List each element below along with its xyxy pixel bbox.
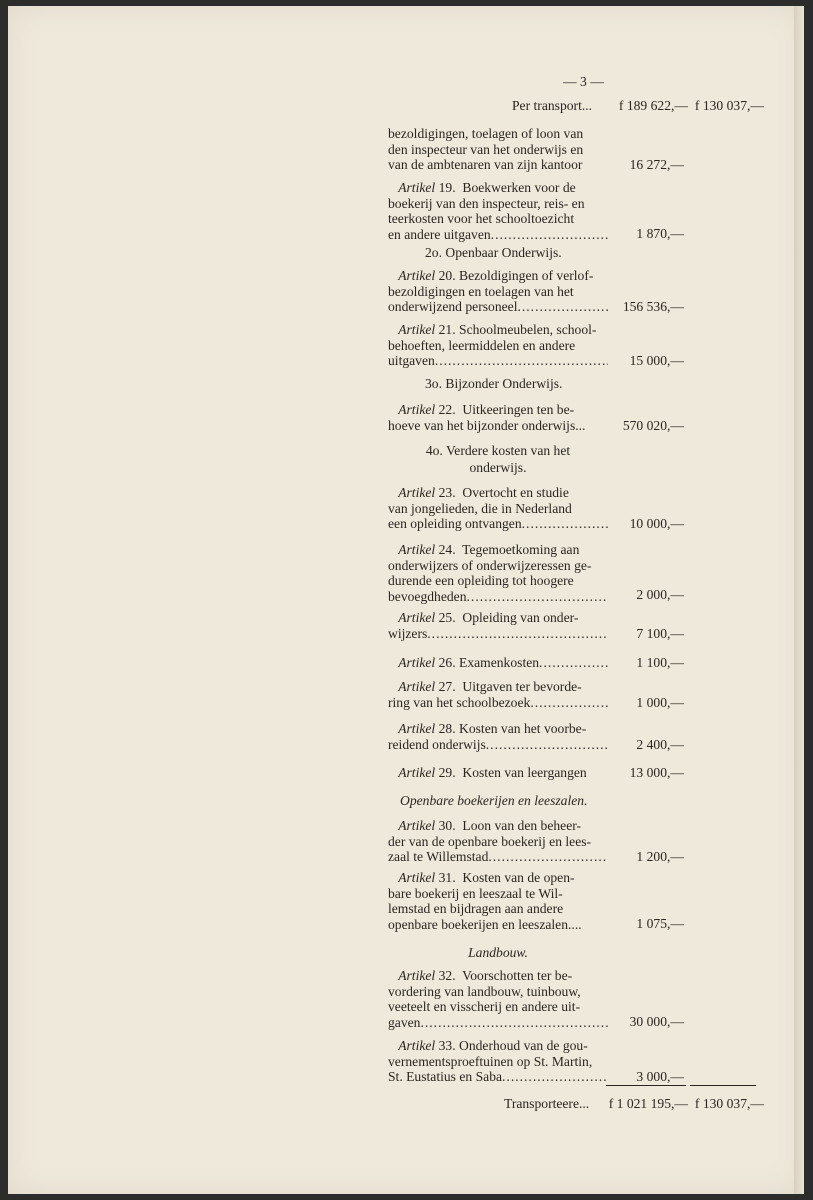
amount-art30: 1 200,—: [636, 849, 684, 864]
amount-art25: 7 100,—: [636, 626, 684, 641]
amount-art20: 156 536,—: [622, 299, 684, 314]
text-line: van jongelieden, die in Nederland: [388, 500, 572, 516]
carry-out-label: Transporteere...: [504, 1096, 590, 1111]
heading-bijzonder: 3o. Bijzonder Onderwijs.: [425, 376, 563, 391]
amount-art29: 13 000,—: [629, 765, 684, 780]
amount-art19: 1 870,—: [636, 226, 684, 241]
amount-art32: 30 000,—: [629, 1014, 684, 1029]
text-line: Artikel 31. Kosten van de open-: [398, 870, 575, 885]
text-line: Artikel 27. Uitgaven ter bevorde-: [398, 679, 582, 694]
item-art32: [388, 968, 608, 1030]
text-line: openbare boekerijen en leeszalen....: [388, 916, 582, 932]
text-line: Artikel 33. Onderhoud van de gou-: [398, 1038, 588, 1053]
text-line: Artikel 20. Bezoldigingen of verlof-: [398, 268, 594, 283]
item-art24: [388, 542, 608, 604]
item-art27: [388, 679, 608, 710]
text-line: reidend onderwijs .....: [388, 737, 608, 753]
amount-art33: 3 000,—: [636, 1069, 684, 1084]
text-line: bezoldigingen, toelagen of loon van: [388, 126, 584, 141]
page-edge: [794, 6, 804, 1194]
text-line: durende een opleiding tot hoogere: [388, 573, 574, 588]
carry-in-label: Per transport...: [512, 98, 593, 113]
text-line: Artikel 23. Overtocht en studie: [398, 485, 569, 500]
text-line: zaal te Willemstad .....: [388, 849, 608, 865]
item-art28: [388, 721, 608, 752]
text-line: Artikel 21. Schoolmeubelen, school-: [398, 322, 597, 337]
heading-openbaar: 2o. Openbaar Onderwijs.: [425, 245, 562, 260]
text-line: een opleiding ontvangen .....: [388, 516, 608, 532]
text-line: gaven .....: [388, 1015, 608, 1031]
text-line: hoeve van het bijzonder onderwijs...: [388, 417, 586, 433]
text-line: behoeften, leermiddelen en andere: [388, 337, 576, 353]
item-art26: [388, 655, 608, 671]
text-line: onderwijzers of onderwijzeressen ge-: [388, 557, 592, 573]
text-line: Artikel 29. Kosten van leergangen: [398, 765, 587, 780]
text-line: ring van het schoolbezoek .....: [388, 695, 608, 711]
text-line: teerkosten voor het schooltoezicht: [388, 211, 575, 226]
item-art31: [388, 870, 608, 932]
text-line: der van de openbare boekerij en lees-: [388, 833, 592, 849]
heading-verdere-2: onderwijs.: [469, 460, 527, 475]
text-line: bezoldigingen en toelagen van het: [388, 283, 574, 299]
text-line: lemstad en bijdragen aan andere: [388, 901, 564, 916]
heading-landbouw: Landbouw.: [468, 945, 528, 960]
item-art20: [388, 268, 608, 315]
sum-rule-col2: [690, 1085, 756, 1086]
amount-art23: 10 000,—: [629, 516, 684, 531]
amount-art27: 1 000,—: [636, 695, 684, 710]
amount-art31: 1 075,—: [636, 916, 684, 931]
amount-art21: 15 000,—: [629, 353, 684, 368]
item-art21: [388, 322, 608, 369]
carry-out-col1: f 1 021 195,—: [608, 1096, 688, 1111]
text-line: St. Eustatius en Saba .....: [388, 1069, 608, 1085]
text-line: vernementsproeftuinen op St. Martin,: [388, 1053, 593, 1069]
text-line: bare boekerij en leeszaal te Wil-: [388, 885, 563, 901]
item-art30: [388, 818, 608, 865]
text-line: Artikel 19. Boekwerken voor de: [398, 180, 576, 195]
text-line: Artikel 30. Loon van den beheer-: [398, 818, 582, 833]
text-line: uitgaven .....: [388, 353, 608, 369]
item-art23: [388, 485, 608, 532]
text-line: wijzers .....: [388, 626, 608, 642]
item-art33: [388, 1038, 608, 1085]
item-art19: [388, 180, 608, 242]
item-art25: [388, 610, 608, 641]
text-line: van de ambtenaren van zijn kantoor: [388, 157, 583, 172]
text-line: vordering van landbouw, tuinbouw,: [388, 983, 581, 999]
text-line: Artikel 25. Opleiding van onder-: [398, 610, 579, 625]
carry-out-col2: f 130 037,—: [694, 1096, 764, 1111]
text-line: Artikel 26. Examenkosten .....: [388, 655, 608, 671]
heading-verdere-1: 4o. Verdere kosten van het: [425, 443, 571, 458]
carry-in-col1: f 189 622,—: [618, 98, 688, 113]
text-line: Artikel 22. Uitkeeringen ten be-: [398, 402, 575, 417]
amount-art28: 2 400,—: [636, 737, 684, 752]
text-line: bevoegdheden .....: [388, 589, 608, 605]
text-line: veeteelt en visscherij en andere uit-: [388, 999, 581, 1014]
amount-art24: 2 000,—: [636, 587, 684, 602]
item-inspecteur: [388, 126, 608, 173]
page-number: — 3 —: [563, 74, 604, 89]
text-line: Artikel 28. Kosten van het voorbe-: [398, 721, 587, 736]
heading-bibliotheek: Openbare boekerijen en leeszalen.: [400, 793, 588, 808]
amount-art26: 1 100,—: [636, 655, 684, 670]
sum-rule-col1: [606, 1085, 686, 1086]
text-line: onderwijzend personeel .....: [388, 299, 608, 315]
amount-art22: 570 020,—: [622, 418, 684, 433]
item-art22: [388, 402, 608, 433]
text-line: Artikel 24. Tegemoetkoming aan: [398, 542, 580, 557]
carry-in-col2: f 130 037,—: [694, 98, 764, 113]
text-line: boekerij van den inspecteur, reis- en: [388, 195, 585, 211]
item-art29: [388, 765, 608, 781]
text-line: en andere uitgaven .....: [388, 227, 608, 243]
amount-inspecteur: 16 272,—: [629, 157, 684, 172]
text-line: Artikel 32. Voorschotten ter be-: [398, 968, 573, 983]
text-line: den inspecteur van het onderwijs en: [388, 141, 584, 157]
